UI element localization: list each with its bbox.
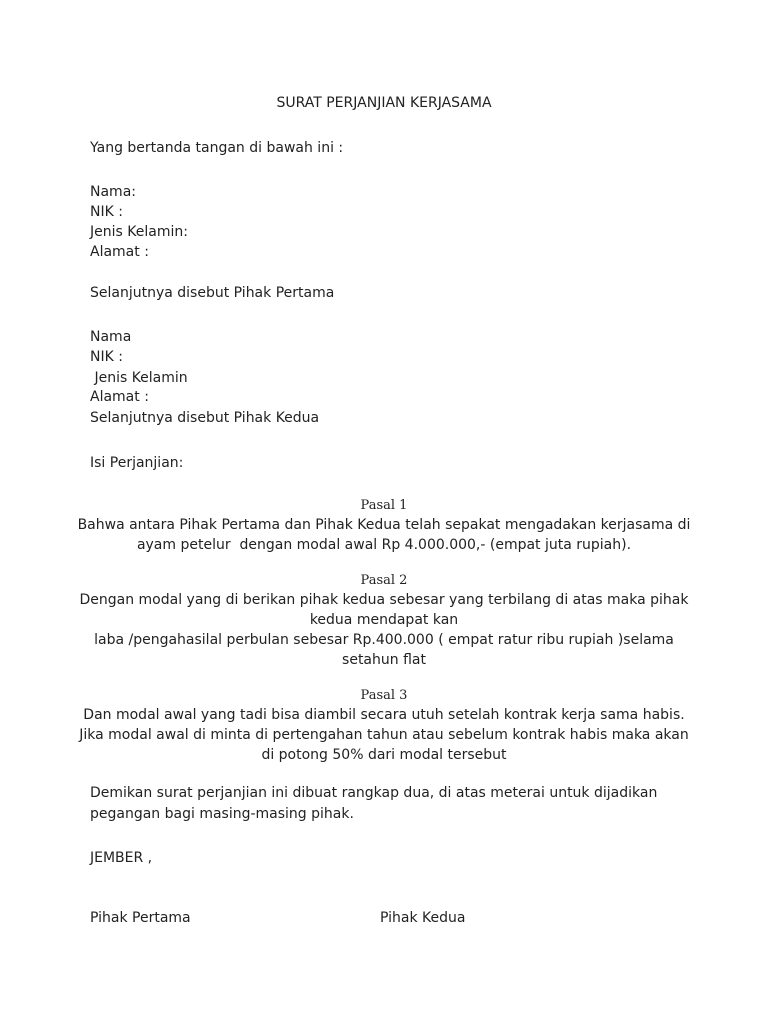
party1-nik-label: NIK : — [90, 204, 123, 220]
party1-name-label: Nama: — [90, 184, 136, 200]
party1-designation: Selanjutnya disebut Pihak Pertama — [90, 285, 335, 301]
signature-party2: Pihak Kedua — [380, 910, 466, 926]
closing-line: pegangan bagi masing-masing pihak. — [90, 806, 354, 822]
party2-name-label: Nama — [90, 329, 132, 345]
party2-nik-label: NIK : — [90, 349, 123, 365]
party1-address-label: Alamat : — [90, 244, 149, 260]
article-3-line: Jika modal awal di minta di pertengahan tahun atau sebelum kontrak habis maka akan — [79, 727, 689, 743]
article-2-line: laba /pengahasilal perbulan sebesar Rp.400.000 ( empat ratur ribu rupiah )selama — [94, 632, 674, 648]
article-3-heading: Pasal 3 — [360, 688, 408, 703]
contents-label: Isi Perjanjian: — [90, 455, 184, 471]
article-2-heading: Pasal 2 — [360, 573, 408, 588]
article-3-line: di potong 50% dari modal tersebut — [261, 747, 507, 763]
article-1-line: Bahwa antara Pihak Pertama dan Pihak Kedua telah sepakat mengadakan kerjasama di — [77, 517, 691, 533]
article-1-heading: Pasal 1 — [360, 498, 408, 513]
closing-line: Demikan surat perjanjian ini dibuat rangkap dua, di atas meterai untuk dijadikan — [90, 785, 658, 801]
article-2-line: setahun flat — [342, 652, 426, 668]
article-3-line: Dan modal awal yang tadi bisa diambil secara utuh setelah kontrak kerja sama habis. — [83, 707, 685, 723]
document-title: SURAT PERJANJIAN KERJASAMA — [276, 95, 492, 111]
party2-address-label: Alamat : — [90, 389, 149, 405]
party2-gender-label: Jenis Kelamin — [90, 370, 188, 386]
place-date: JEMBER , — [90, 850, 153, 866]
article-2-line: Dengan modal yang di berikan pihak kedua sebesar yang terbilang di atas maka pihak — [79, 592, 689, 608]
article-2-line: kedua mendapat kan — [309, 612, 459, 628]
signature-party1: Pihak Pertama — [90, 910, 191, 926]
party2-designation: Selanjutnya disebut Pihak Kedua — [90, 410, 320, 426]
article-1-line: ayam petelur dengan modal awal Rp 4.000.000,- (empat juta rupiah). — [136, 537, 632, 553]
party1-gender-label: Jenis Kelamin: — [90, 224, 188, 240]
intro-text: Yang bertanda tangan di bawah ini : — [90, 140, 344, 156]
